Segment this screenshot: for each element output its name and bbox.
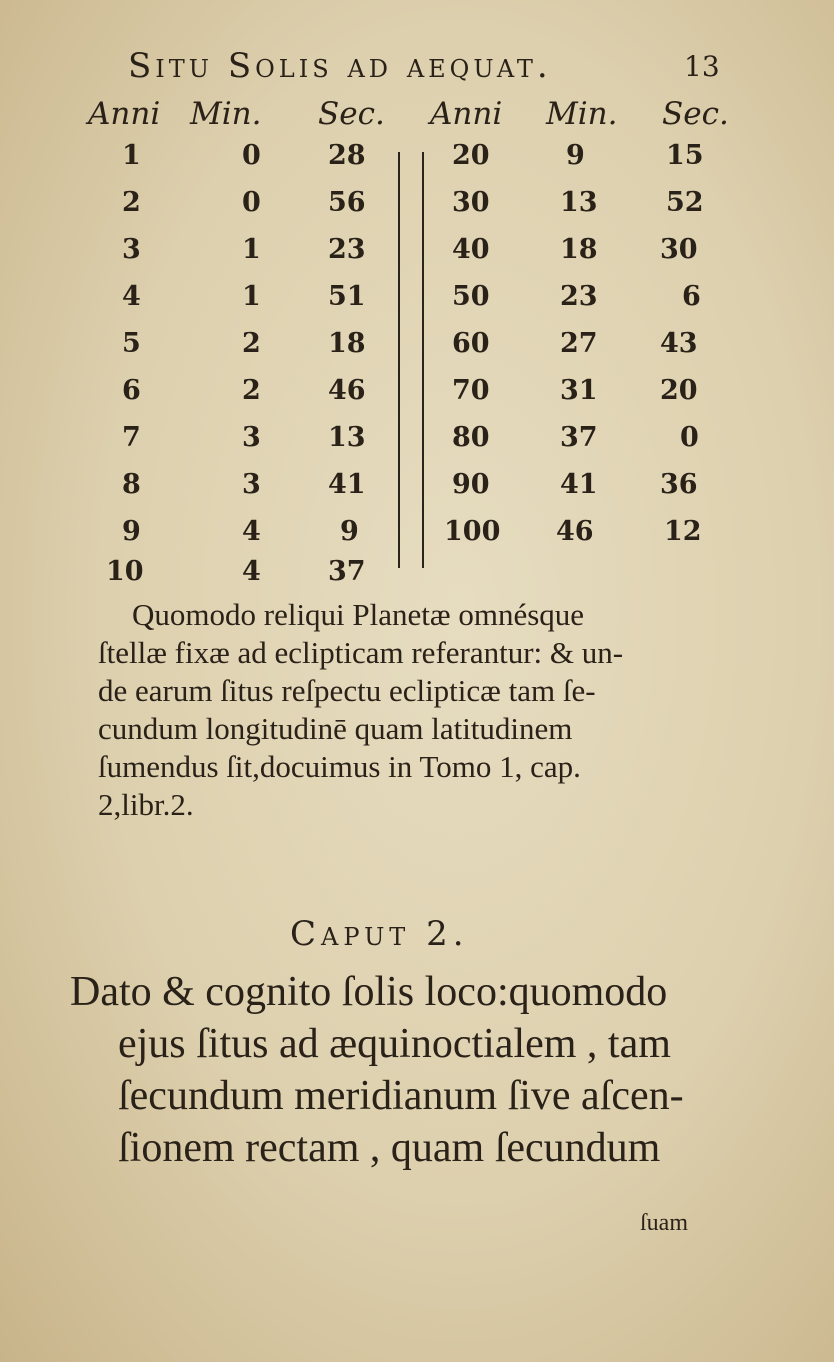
paragraph-line: 2,libr.2. [98, 787, 194, 822]
table-cell: 3 [242, 422, 261, 453]
table-cell: 100 [444, 516, 501, 547]
table-cell: 0 [242, 187, 261, 218]
paragraph-line: ſtellæ fixæ ad eclipticam referantur: & un- [98, 635, 624, 670]
table-cell: 10 [106, 556, 144, 587]
table-cell: 3 [242, 469, 261, 500]
table-cell: 28 [328, 140, 366, 171]
table-cell: 9 [566, 140, 585, 171]
col-header-sec-left: Sec. [318, 96, 385, 132]
table-cell: 15 [666, 140, 704, 171]
table-cell: 2 [242, 328, 261, 359]
table-cell: 56 [328, 187, 366, 218]
table-cell: 0 [680, 422, 699, 453]
paragraph-line: de earum ſitus reſpectu eclipticæ tam ſe- [98, 673, 596, 708]
table-cell: 13 [328, 422, 366, 453]
col-header-min-left: Min. [190, 96, 262, 132]
table-cell: 18 [560, 234, 598, 265]
running-header [128, 46, 728, 86]
table-cell: 30 [660, 234, 698, 265]
table-cell: 41 [560, 469, 598, 500]
table-cell: 1 [242, 281, 261, 312]
table-rule [398, 152, 400, 568]
table-cell: 9 [122, 516, 141, 547]
table-cell: 23 [328, 234, 366, 265]
table-cell: 1 [242, 234, 261, 265]
col-header-anni-left: Anni [88, 96, 161, 132]
table-cell: 4 [242, 516, 261, 547]
table-cell: 43 [660, 328, 698, 359]
table-cell: 41 [328, 469, 366, 500]
table-cell: 80 [452, 422, 490, 453]
chapter-line: Dato & cognito ſolis loco:quomodo [70, 969, 668, 1015]
table-cell: 52 [666, 187, 704, 218]
body-paragraph [98, 596, 738, 824]
table-cell: 31 [560, 375, 598, 406]
table-cell: 7 [122, 422, 141, 453]
table-cell: 1 [122, 140, 141, 171]
table-cell: 4 [242, 556, 261, 587]
table-cell: 18 [328, 328, 366, 359]
table-cell: 20 [660, 375, 698, 406]
col-header-min-right: Min. [546, 96, 618, 132]
table-cell: 36 [660, 469, 698, 500]
table-cell: 40 [452, 234, 490, 265]
col-header-anni-right: Anni [430, 96, 503, 132]
table-cell: 37 [560, 422, 598, 453]
table-cell: 0 [242, 140, 261, 171]
table-cell: 2 [122, 187, 141, 218]
table-cell: 6 [122, 375, 141, 406]
table-cell: 6 [682, 281, 701, 312]
table-cell: 8 [122, 469, 141, 500]
chapter-text [70, 966, 730, 1174]
table-cell: 12 [664, 516, 702, 547]
table-cell: 2 [242, 375, 261, 406]
chapter-line: ſionem rectam , quam ſecundum [118, 1125, 661, 1171]
table-cell: 30 [452, 187, 490, 218]
paragraph-line: Quomodo reliqui Planetæ omnésque [132, 597, 585, 632]
table-cell: 51 [328, 281, 366, 312]
table-cell: 37 [328, 556, 366, 587]
chapter-heading: Caput 2. [290, 914, 469, 954]
table-rule [422, 152, 424, 568]
table-cell: 3 [122, 234, 141, 265]
table-cell: 9 [340, 516, 359, 547]
table-cell: 46 [328, 375, 366, 406]
table-cell: 50 [452, 281, 490, 312]
page-number: 13 [684, 50, 720, 83]
paragraph-line: ſumendus ſit,docuimus in Tomo 1, cap. [98, 749, 581, 784]
header-title: Situ Solis ad aequat. [128, 46, 552, 86]
table-cell: 13 [560, 187, 598, 218]
table-cell: 20 [452, 140, 490, 171]
col-header-sec-right: Sec. [662, 96, 729, 132]
table-cell: 27 [560, 328, 598, 359]
catchword: ſuam [640, 1210, 688, 1236]
table-cell: 4 [122, 281, 141, 312]
table-cell: 5 [122, 328, 141, 359]
table-cell: 70 [452, 375, 490, 406]
table-cell: 90 [452, 469, 490, 500]
chapter-line: ſecundum meridianum ſive aſcen- [118, 1073, 684, 1119]
chapter-line: ejus ſitus ad æquinoctialem , tam [118, 1021, 671, 1067]
table-cell: 46 [556, 516, 594, 547]
table-cell: 60 [452, 328, 490, 359]
paragraph-line: cundum longitudinē quam latitudinem [98, 711, 573, 746]
table-cell: 23 [560, 281, 598, 312]
